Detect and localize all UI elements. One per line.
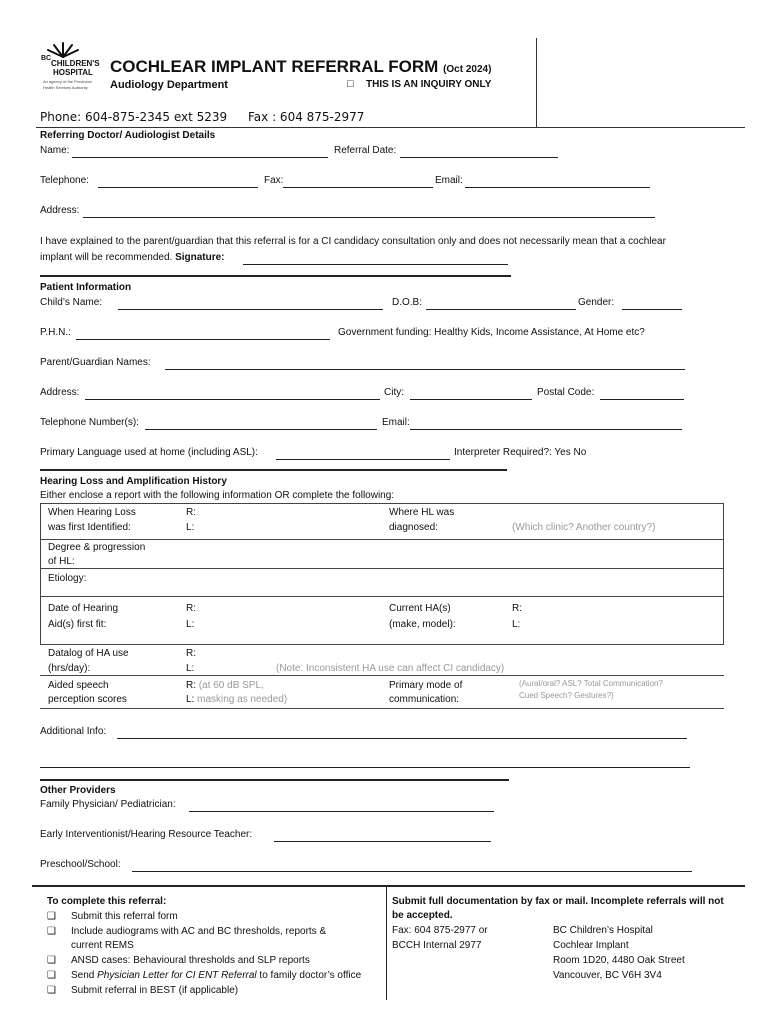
referring-fax-input[interactable] [283, 174, 433, 188]
checklist-item-letter[interactable]: ❑ Send Physician Letter for CI ENT Referral to family doctor’s office [47, 970, 362, 981]
datalog-r: R: [186, 648, 196, 659]
checkbox-icon: ❑ [47, 926, 56, 937]
hearing-heading: Hearing Loss and Amplification History [40, 476, 227, 487]
datalog-label-2: (hrs/day): [48, 663, 91, 674]
address-line-3: Room 1D20, 4480 Oak Street [553, 955, 685, 966]
patient-telephone-input[interactable] [145, 416, 377, 430]
footer-divider [386, 887, 387, 1000]
providers-heading: Other Providers [40, 785, 116, 796]
child-name-input[interactable] [118, 296, 383, 310]
logo-bc: BC [41, 55, 52, 62]
referring-address-label: Address: [40, 205, 80, 216]
guardian-label: Parent/Guardian Names: [40, 357, 151, 368]
aided-label-1: Aided speech [48, 680, 109, 691]
family-physician-input[interactable] [189, 798, 494, 812]
date-ha-label-2: Aid(s) first fit: [48, 619, 107, 630]
patient-address-label: Address: [40, 387, 80, 398]
referring-telephone-input[interactable] [98, 174, 258, 188]
footer-fax: Fax: 604 875-2977 or [392, 925, 488, 936]
section-rule-2 [40, 469, 507, 471]
language-label: Primary Language used at home (including ASL): [40, 447, 258, 458]
referring-fax-label: Fax: [264, 175, 284, 186]
when-label-1: When Hearing Loss [48, 507, 136, 518]
where-hint: (Which clinic? Another country?) [512, 522, 656, 533]
mode-hint-2: Cued Speech? Gestures?) [519, 691, 614, 700]
header-divider [536, 38, 537, 128]
funding-label: Government funding: Healthy Kids, Income Assistance, At Home etc? [338, 327, 645, 338]
section-rule-1 [40, 275, 511, 277]
referring-telephone-label: Telephone: [40, 175, 89, 186]
patient-telephone-label: Telephone Number(s): [40, 417, 139, 428]
aided-label-2: perception scores [48, 694, 127, 705]
datalog-l: L: [186, 663, 195, 674]
early-interventionist-input[interactable] [274, 828, 491, 842]
referring-address-input[interactable] [83, 204, 655, 218]
footer-rule [32, 885, 745, 887]
checklist-item-ansd[interactable]: ❑ ANSD cases: Behavioural thresholds and SLP reports [47, 955, 310, 966]
referral-date-input[interactable] [400, 144, 558, 158]
early-interventionist-label: Early Interventionist/Hearing Resource Teacher: [40, 829, 253, 840]
section-rule-3 [40, 779, 509, 781]
gender-input[interactable] [622, 296, 682, 310]
referring-name-label: Name: [40, 145, 70, 156]
current-ha-r: R: [512, 603, 522, 614]
checklist-item-audiograms-cont: current REMS [71, 940, 134, 951]
checkbox-icon: ❑ [47, 985, 56, 996]
current-ha-label-2: (make, model): [389, 619, 456, 630]
degree-label-2: of HL: [48, 556, 75, 567]
hearing-row-etiology[interactable] [40, 568, 724, 597]
city-label: City: [384, 387, 404, 398]
phone: Phone: 604-875-2345 ext 5239 [40, 110, 228, 124]
address-line-1: BC Children’s Hospital [553, 925, 653, 936]
additional-input-2[interactable] [40, 754, 690, 768]
city-input[interactable] [410, 386, 532, 400]
logo [33, 40, 100, 92]
consent-text-2: implant will be recommended. Signature: [40, 252, 225, 263]
patient-email-label: Email: [382, 417, 410, 428]
complete-heading: To complete this referral: [47, 896, 167, 907]
patient-heading: Patient Information [40, 282, 132, 293]
logo-tag-1: An agency of the Provincial [43, 79, 92, 84]
checkbox-icon: ❑ [47, 911, 56, 922]
header-rule [36, 127, 745, 128]
mode-hint-1: (Aural/oral? ASL? Total Communication? [519, 679, 663, 688]
date-ha-l: L: [186, 619, 195, 630]
when-label-2: was first Identified: [48, 522, 131, 533]
referring-name-input[interactable] [72, 144, 328, 158]
date-ha-r: R: [186, 603, 196, 614]
where-label-1: Where HL was [389, 507, 455, 518]
child-name-label: Child’s Name: [40, 297, 103, 308]
checklist-item-form[interactable]: ❑ Submit this referral form [47, 911, 178, 922]
datalog-rule [40, 675, 724, 676]
aided-r: R: (at 60 dB SPL, [186, 680, 264, 691]
submit-note-2: be accepted. [392, 910, 453, 921]
additional-input[interactable] [117, 725, 687, 739]
current-ha-l: L: [512, 619, 521, 630]
interpreter-label[interactable]: Interpreter Required?: Yes No [454, 447, 587, 458]
language-input[interactable] [276, 446, 450, 460]
patient-address-input[interactable] [85, 386, 380, 400]
department: Audiology Department [110, 79, 228, 91]
postal-input[interactable] [600, 386, 684, 400]
inquiry-checkbox[interactable]: □ [347, 78, 354, 90]
additional-label: Additional Info: [40, 726, 107, 737]
aided-l: L: masking as needed) [186, 694, 288, 705]
dob-input[interactable] [426, 296, 576, 310]
preschool-input[interactable] [132, 858, 692, 872]
date-ha-label-1: Date of Hearing [48, 603, 119, 614]
patient-email-input[interactable] [410, 416, 682, 430]
gender-label: Gender: [578, 297, 615, 308]
current-ha-label-1: Current HA(s) [389, 603, 451, 614]
phn-input[interactable] [76, 326, 330, 340]
fax: Fax : 604 875-2977 [248, 110, 365, 124]
when-r: R: [186, 507, 196, 518]
form-title: COCHLEAR IMPLANT REFERRAL FORM (Oct 2024) [110, 57, 492, 76]
inquiry-label: THIS IS AN INQUIRY ONLY [366, 79, 492, 90]
address-line-4: Vancouver, BC V6H 3V4 [553, 970, 662, 981]
logo-tag-2: Health Services Authority [43, 85, 88, 90]
preschool-label: Preschool/School: [40, 859, 121, 870]
etiology-label: Etiology: [48, 573, 87, 584]
datalog-note: (Note: Inconsistent HA use can affect CI candidacy) [276, 663, 505, 674]
hearing-intro: Either enclose a report with the following information OR complete the following: [40, 490, 395, 501]
degree-label-1: Degree & progression [48, 542, 146, 553]
checklist-item-audiograms[interactable]: ❑ Include audiograms with AC and BC thresholds, reports & [47, 926, 327, 937]
submit-note-1: Submit full documentation by fax or mail. Incomplete referrals will not [392, 896, 724, 907]
logo-childrens: CHILDREN'S [51, 59, 100, 68]
mode-label-2: communication: [389, 694, 460, 705]
family-physician-label: Family Physician/ Pediatrician: [40, 799, 176, 810]
checkbox-icon: ❑ [47, 970, 56, 981]
referral-date-label: Referral Date: [334, 145, 397, 156]
footer-bcch: BCCH Internal 2977 [392, 940, 482, 951]
referring-email-input[interactable] [465, 174, 650, 188]
hearing-row-ha[interactable] [40, 596, 724, 645]
datalog-label-1: Datalog of HA use [48, 648, 129, 659]
aided-rule [40, 708, 724, 709]
referring-email-label: Email: [435, 175, 463, 186]
mode-label-1: Primary mode of [389, 680, 463, 691]
checkbox-icon: ❑ [47, 955, 56, 966]
postal-label: Postal Code: [537, 387, 595, 398]
consent-text-1: I have explained to the parent/guardian that this referral is for a CI candidacy consultation only and does not necessarily mean that a cochlear [40, 236, 666, 247]
guardian-input[interactable] [165, 356, 685, 370]
when-l: L: [186, 522, 195, 533]
where-label-2: diagnosed: [389, 522, 438, 533]
checklist-item-best[interactable]: ❑ Submit referral in BEST (if applicable) [47, 985, 239, 996]
address-line-2: Cochlear Implant [553, 940, 629, 951]
signature-input[interactable] [243, 251, 508, 265]
logo-hospital: HOSPITAL [53, 68, 93, 77]
phn-label: P.H.N.: [40, 327, 71, 338]
referring-heading: Referring Doctor/ Audiologist Details [40, 130, 216, 141]
dob-label: D.O.B: [392, 297, 423, 308]
